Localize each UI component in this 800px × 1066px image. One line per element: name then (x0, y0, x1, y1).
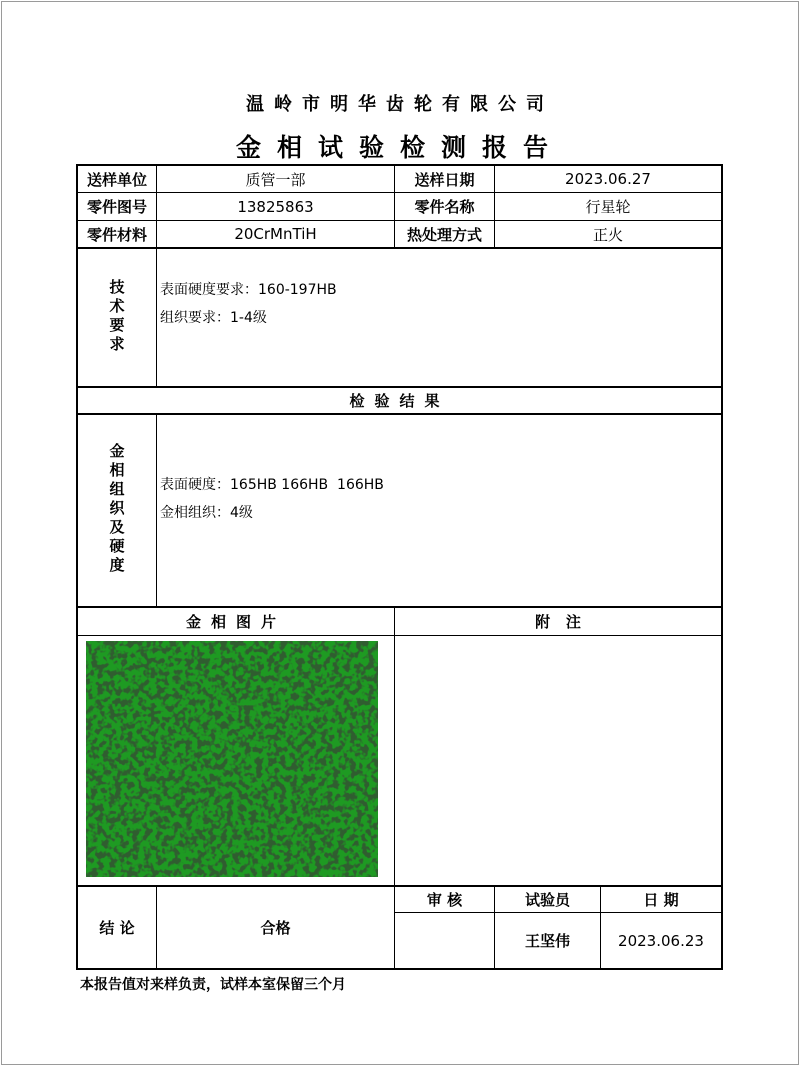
tech-requirements-content (160, 276, 337, 332)
tech-requirements-label: 技 术 要 求 (109, 278, 125, 353)
notes-value (400, 640, 716, 670)
part-drawing-label: 零件图号 (86, 198, 147, 216)
results-section-title: 检验结果 (349, 392, 450, 410)
reviewer-value (395, 913, 494, 968)
part-name-value: 行星轮 (585, 198, 631, 216)
photo-label: 金相图片 (185, 613, 286, 631)
footer-note: 本报告值对来样负责，试样本室保留三个月 (80, 977, 346, 993)
send-date-label: 送样日期 (414, 170, 475, 189)
surface-hardness-result: 表面硬度：165HB 166HB 166HB (160, 477, 384, 493)
results-content (160, 471, 384, 527)
material-value: 20CrMnTiH (234, 225, 317, 243)
hardness-requirement: 表面硬度要求：160-197HB (160, 282, 337, 298)
review-label: 审 核 (426, 891, 463, 909)
date-value: 2023.06.23 (618, 931, 704, 950)
results-label: 金 相 组 织 及 硬 度 (109, 442, 125, 574)
tester-value: 王坚伟 (524, 932, 570, 950)
part-drawing-value: 13825863 (237, 197, 314, 216)
notes-label: 附 注 (535, 613, 581, 631)
structure-result: 金相组织：4级 (160, 505, 253, 521)
metallographic-photo (86, 641, 378, 877)
report-title: 金相试验检测报告 (235, 133, 564, 162)
material-label: 零件材料 (86, 225, 147, 244)
company-name: 温岭市明华齿轮有限公司 (246, 94, 554, 115)
date-label: 日 期 (643, 891, 679, 909)
heat-treatment-value: 正火 (592, 225, 623, 244)
send-date-value: 2023.06.27 (565, 170, 651, 188)
structure-requirement: 组织要求：1-4级 (160, 310, 267, 326)
conclusion-label: 结 论 (99, 919, 135, 937)
conclusion-value: 合格 (260, 919, 291, 937)
heat-treatment-label: 热处理方式 (406, 225, 482, 244)
sender-unit-value: 质管一部 (245, 170, 306, 189)
sender-unit-label: 送样单位 (86, 170, 147, 189)
tester-label: 试验员 (524, 891, 570, 909)
part-name-label: 零件名称 (414, 198, 475, 216)
